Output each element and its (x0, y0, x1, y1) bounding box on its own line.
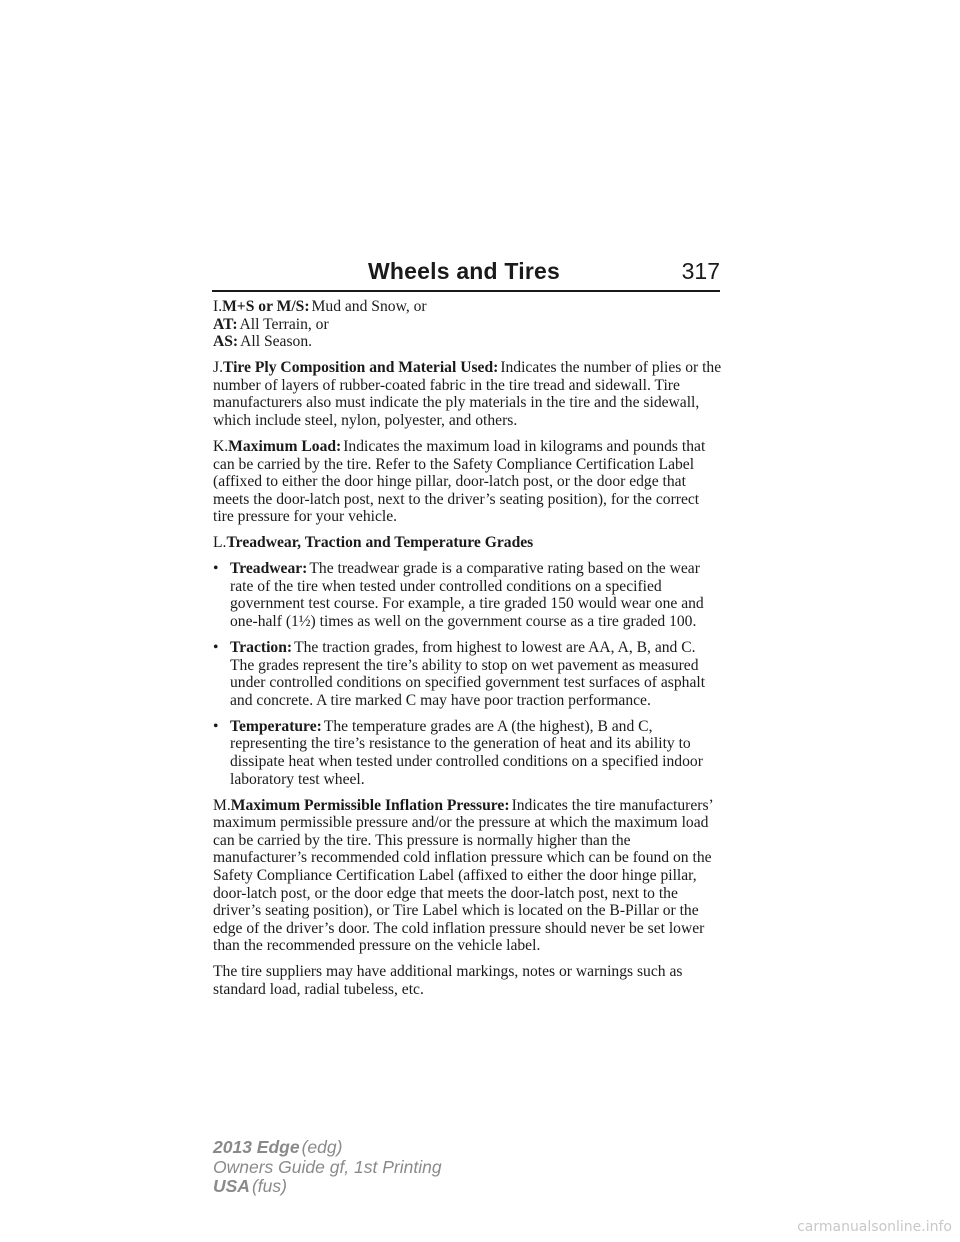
footer-market: USA (213, 1176, 250, 1196)
item-prefix: I. (213, 298, 223, 315)
footer-model: 2013 Edge (213, 1137, 300, 1157)
term-ms: M+S or M/S: (222, 298, 310, 315)
bullet-marker: • (213, 560, 219, 578)
bullet-marker: • (213, 717, 219, 735)
item-i-line-at (213, 316, 723, 334)
item-i-line-as (213, 333, 723, 351)
bullet-marker: • (213, 639, 219, 657)
page-footer (213, 1138, 442, 1197)
bullet-traction (213, 639, 723, 709)
page-header (212, 256, 720, 288)
term-traction: Traction: (230, 639, 293, 657)
item-i-line-ms (213, 298, 723, 316)
bullet-treadwear (213, 560, 723, 630)
item-prefix: L. (213, 534, 227, 552)
term-as-desc: All Season. (240, 333, 313, 351)
term-temperature: Temperature: (230, 717, 322, 735)
section-title: Wheels and Tires (368, 258, 560, 284)
term-treadwear: Treadwear: (230, 560, 308, 578)
footer-printing-line: Owners Guide gf, 1st Printing (213, 1156, 442, 1177)
temperature-desc: The temperature grades are A (the highest), B and C, representing the tire’s resistance to the generation of heat and its ability to dissipate heat when tested under controlled conditions on a specified indoor laboratory test wheel. (230, 717, 703, 788)
page-number: 317 (681, 258, 720, 284)
item-i (213, 298, 723, 351)
traction-desc: The traction grades, from highest to lowest are AA, A, B, and C. The grades represent the tire’s ability to stop on wet pavement as measured under controlled conditions on specified government test surfaces of asphalt and concrete. A tire marked C may have poor traction performance. (230, 639, 706, 709)
term-ms-desc: Mud and Snow, or (311, 298, 427, 315)
maximum-load-desc: Indicates the maximum load in kilograms and pounds that can be carried by the tire. Refer to the Safety Compliance Certification Label (affixed to either the door hinge pillar, door-latch post, or the door edge that meets the door-latch post, next to the driver’s seating position), for the correct tire pressure for your vehicle. (213, 437, 706, 526)
term-ply-composition: Tire Ply Composition and Material Used: (222, 359, 499, 377)
max-inflation-pressure-desc: Indicates the tire manufacturers’ maximum permissible pressure and/or the pressure at which the maximum load can be carried by the tire. This pressure is normally higher than the manufacturer’s recommended cold inflation pressure which can be found on the Safety Compliance Certification Label (affixed to either the door hinge pillar, door-latch post, or the door edge that meets the door-latch post, next to the driver’s seating position), or Tire Label which is located on the B-Pillar or the edge of the driver’s door. The cold inflation pressure should never be set lower than the recommended pressure on the vehicle label. (213, 796, 713, 955)
ply-composition-desc: Indicates the number of plies or the number of layers of rubber-coated fabric in the tire tread and sidewall. Tire manufacturers also must indicate the ply materials in the tire and the sidewall, which include steel, nylon, polyester, and others. (213, 359, 722, 429)
bullet-temperature (213, 718, 723, 788)
term-utqg-grades: Treadwear, Traction and Temperature Grades (226, 534, 534, 552)
page-body (213, 298, 723, 1007)
footer-model-line (213, 1138, 442, 1158)
footer-market-code: (fus) (251, 1176, 287, 1196)
term-as: AS: (213, 333, 239, 351)
footer-model-code: (edg) (301, 1137, 343, 1157)
closing-paragraph: The tire suppliers may have additional markings, notes or warnings such as standard load, radial tubeless, etc. (213, 963, 683, 998)
site-watermark: carmanualsonline.info (797, 1219, 952, 1235)
item-prefix: M. (213, 796, 231, 814)
footer-market-line (213, 1177, 442, 1197)
term-at: AT: (213, 315, 238, 333)
term-at-desc: All Terrain, or (239, 315, 329, 333)
item-k (213, 438, 723, 526)
term-max-inflation-pressure: Maximum Permissible Inflation Pressure: (230, 796, 510, 814)
item-m (213, 797, 723, 955)
item-j (213, 359, 723, 429)
treadwear-desc: The treadwear grade is a comparative rating based on the wear rate of the tire when tested under controlled conditions on a specified government test course. For example, a tire graded 150 would wear one and one-half (1½) times as well on the government course as a tire graded 100. (230, 560, 704, 631)
item-prefix: K. (213, 437, 229, 455)
term-maximum-load: Maximum Load: (228, 437, 342, 455)
header-divider (212, 290, 720, 292)
item-l (213, 534, 723, 552)
item-prefix: J. (213, 359, 223, 377)
